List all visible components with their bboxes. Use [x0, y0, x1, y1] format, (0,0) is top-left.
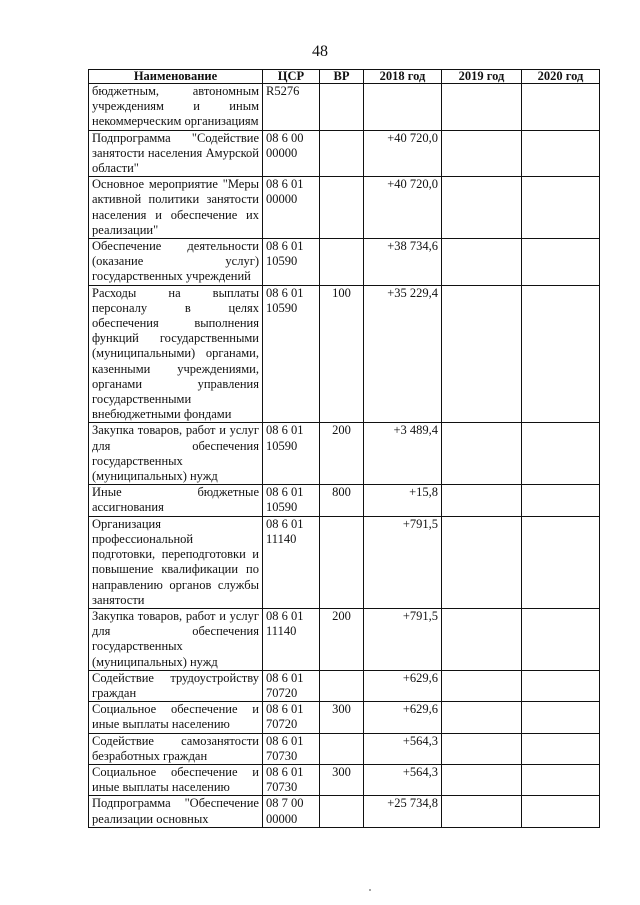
cell-name: Организация профессиональной подготовки, переподготовки и повышение квалификации по направлению органов службы занятости	[89, 516, 263, 608]
cell-2019	[442, 285, 522, 423]
cell-2020	[522, 670, 600, 701]
page-number: 48	[312, 43, 328, 60]
cell-2018: +791,5	[364, 516, 442, 608]
cell-2018: +38 734,6	[364, 239, 442, 286]
cell-2018: +564,3	[364, 764, 442, 795]
cell-name: Подпрограмма "Обеспечение реализации основных	[89, 796, 263, 827]
table-row	[89, 177, 600, 239]
table-row	[89, 423, 600, 485]
cell-2020	[522, 485, 600, 516]
cell-2018: +791,5	[364, 608, 442, 670]
column-header-2020: 2020 год	[522, 70, 600, 84]
column-header-name: Наименование	[89, 70, 263, 84]
cell-2018: +564,3	[364, 733, 442, 764]
table-row	[89, 485, 600, 516]
table-row	[89, 516, 600, 608]
cell-2020	[522, 608, 600, 670]
cell-vr	[320, 670, 364, 701]
cell-2019	[442, 516, 522, 608]
cell-2018: +40 720,0	[364, 130, 442, 177]
cell-2020	[522, 516, 600, 608]
table-row	[89, 608, 600, 670]
table-row	[89, 670, 600, 701]
table-row	[89, 130, 600, 177]
cell-csr: 08 6 01 10590	[263, 485, 320, 516]
cell-csr: 08 6 00 00000	[263, 130, 320, 177]
table-row	[89, 796, 600, 827]
cell-csr: 08 6 01 10590	[263, 423, 320, 485]
cell-vr	[320, 130, 364, 177]
cell-csr: 08 6 01 70720	[263, 670, 320, 701]
table-row	[89, 764, 600, 795]
cell-name: Закупка товаров, работ и услуг для обеспечения государственных (муниципальных) нужд	[89, 608, 263, 670]
cell-name: Основное мероприятие "Меры активной политики занятости населения и обеспечение их реализации"	[89, 177, 263, 239]
cell-2018	[364, 84, 442, 131]
scan-speck	[369, 889, 371, 891]
cell-2019	[442, 239, 522, 286]
cell-vr: 300	[320, 702, 364, 733]
cell-name: Обеспечение деятельности (оказание услуг) государственных учреждений	[89, 239, 263, 286]
cell-2018: +35 229,4	[364, 285, 442, 423]
column-header-2019: 2019 год	[442, 70, 522, 84]
cell-2020	[522, 84, 600, 131]
cell-name: Содействие самозанятости безработных граждан	[89, 733, 263, 764]
table-row	[89, 285, 600, 423]
cell-2020	[522, 796, 600, 827]
cell-2020	[522, 177, 600, 239]
cell-2019	[442, 84, 522, 131]
column-header-2018: 2018 год	[364, 70, 442, 84]
budget-table	[88, 69, 600, 828]
column-header-csr: ЦСР	[263, 70, 320, 84]
cell-vr	[320, 733, 364, 764]
cell-name: Подпрограмма "Содействие занятости населения Амурской области"	[89, 130, 263, 177]
cell-name: Закупка товаров, работ и услуг для обеспечения государственных (муниципальных) нужд	[89, 423, 263, 485]
cell-csr: 08 6 01 10590	[263, 239, 320, 286]
cell-2018: +40 720,0	[364, 177, 442, 239]
cell-2019	[442, 485, 522, 516]
cell-2019	[442, 702, 522, 733]
cell-2019	[442, 608, 522, 670]
cell-2019	[442, 796, 522, 827]
cell-vr: 100	[320, 285, 364, 423]
cell-csr: 08 6 01 70720	[263, 702, 320, 733]
cell-name: Социальное обеспечение и иные выплаты населению	[89, 702, 263, 733]
table-header-row	[89, 70, 600, 84]
cell-2018: +25 734,8	[364, 796, 442, 827]
cell-vr	[320, 516, 364, 608]
cell-2018: +629,6	[364, 702, 442, 733]
cell-name: Содействие трудоустройству граждан	[89, 670, 263, 701]
cell-vr: 200	[320, 608, 364, 670]
cell-2020	[522, 423, 600, 485]
table-row	[89, 733, 600, 764]
cell-vr	[320, 796, 364, 827]
cell-csr: R5276	[263, 84, 320, 131]
cell-2020	[522, 239, 600, 286]
cell-csr: 08 6 01 10590	[263, 285, 320, 423]
cell-2020	[522, 733, 600, 764]
cell-2019	[442, 177, 522, 239]
cell-name: бюджетным, автономным учреждениям и иным некоммерческим организациям	[89, 84, 263, 131]
table-row	[89, 239, 600, 286]
cell-2019	[442, 733, 522, 764]
cell-2018: +629,6	[364, 670, 442, 701]
cell-vr	[320, 84, 364, 131]
cell-2019	[442, 130, 522, 177]
cell-vr	[320, 239, 364, 286]
cell-vr: 200	[320, 423, 364, 485]
cell-2019	[442, 423, 522, 485]
cell-csr: 08 6 01 70730	[263, 733, 320, 764]
cell-2020	[522, 285, 600, 423]
cell-vr: 800	[320, 485, 364, 516]
cell-name: Иные бюджетные ассигнования	[89, 485, 263, 516]
cell-csr: 08 6 01 70730	[263, 764, 320, 795]
cell-2019	[442, 764, 522, 795]
cell-2018: +15,8	[364, 485, 442, 516]
cell-name: Социальное обеспечение и иные выплаты населению	[89, 764, 263, 795]
cell-csr: 08 6 01 11140	[263, 516, 320, 608]
table-row	[89, 84, 600, 131]
column-header-vr: ВР	[320, 70, 364, 84]
cell-2020	[522, 130, 600, 177]
cell-vr: 300	[320, 764, 364, 795]
table-row	[89, 702, 600, 733]
cell-2020	[522, 764, 600, 795]
cell-csr: 08 7 00 00000	[263, 796, 320, 827]
cell-2020	[522, 702, 600, 733]
cell-vr	[320, 177, 364, 239]
cell-csr: 08 6 01 11140	[263, 608, 320, 670]
cell-name: Расходы на выплаты персоналу в целях обеспечения выполнения функций государственными (муниципальными) органами, казенными учреждениями, органами управления государственными внебюджетными фондами	[89, 285, 263, 423]
cell-csr: 08 6 01 00000	[263, 177, 320, 239]
cell-2019	[442, 670, 522, 701]
cell-2018: +3 489,4	[364, 423, 442, 485]
